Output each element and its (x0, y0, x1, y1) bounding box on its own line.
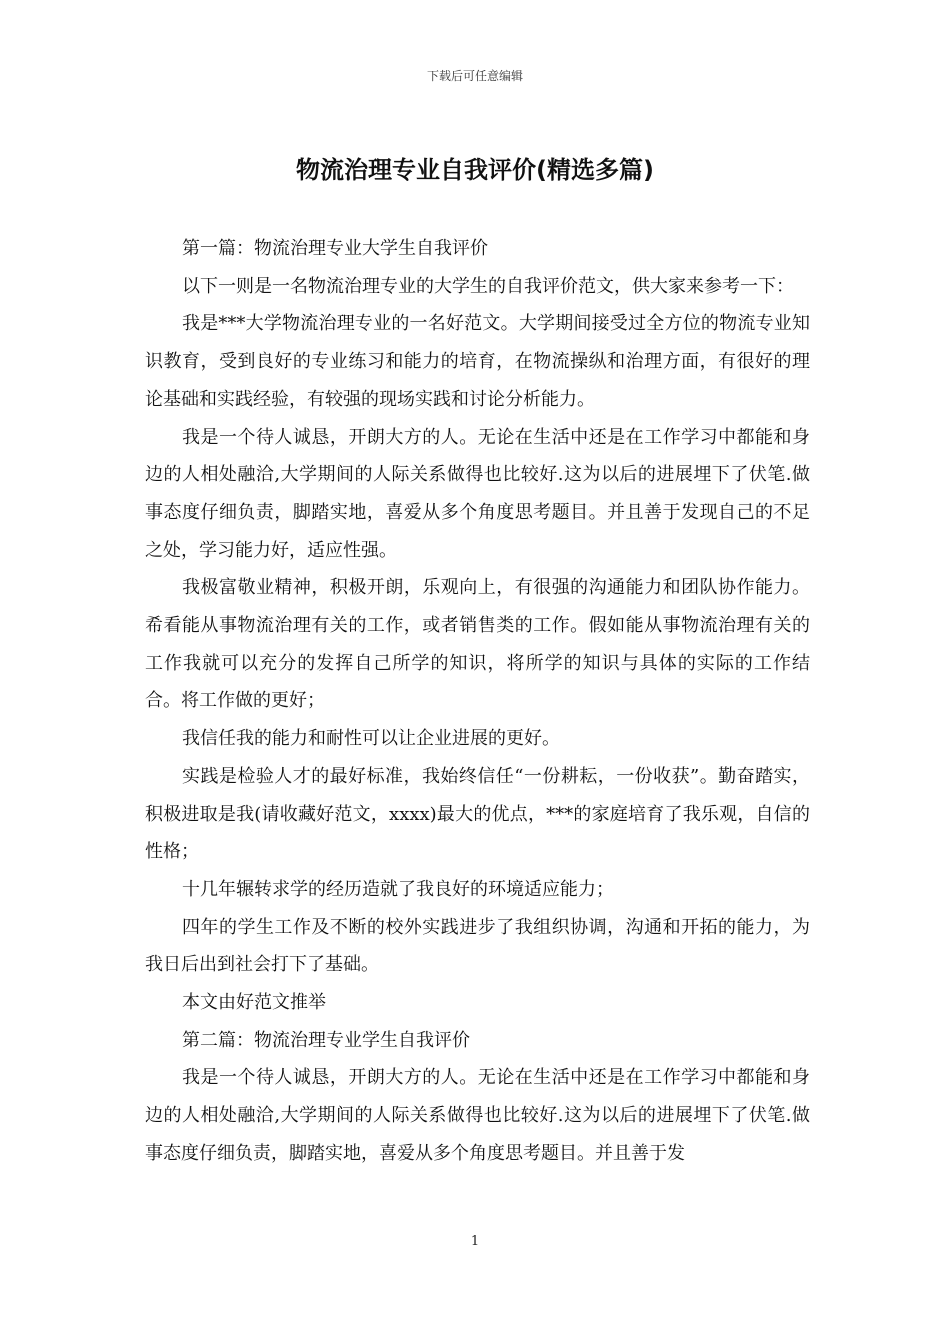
paragraph: 我是一个待人诚恳，开朗大方的人。无论在生活中还是在工作学习中都能和身边的人相处融洽,大学期间的人际关系做得也比较好.这为以后的进展埋下了伏笔.做事态度仔细负责，脚踏实地，喜爱从多个角度思考题目。并且善于发现自己的不足之处，学习能力好，适应性强。 (145, 426, 810, 561)
paragraph: 四年的学生工作及不断的校外实践进步了我组织协调，沟通和开拓的能力，为我日后出到社会打下了基础。 (145, 916, 810, 976)
section-heading-1: 第一篇：物流治理专业大学生自我评价 (182, 238, 488, 259)
header-note: 下载后可任意编辑 (426, 69, 523, 83)
paragraph: 我是***大学物流治理专业的一名好范文。大学期间接受过全方位的物流专业知识教育，受到良好的专业练习和能力的培育，在物流操纵和治理方面，有很好的理论基础和实践经验，有较强的现场实践和讨论分析能力。 (145, 313, 810, 410)
section-heading-2: 第二篇：物流治理专业学生自我评价 (182, 1029, 470, 1051)
paragraph: 我是一个待人诚恳，开朗大方的人。无论在生活中还是在工作学习中都能和身边的人相处融洽,大学期间的人际关系做得也比较好.这为以后的进展埋下了伏笔.做事态度仔细负责，脚踏实地，喜爱从多个角度思考题目。并且善于发 (145, 1067, 810, 1164)
paragraph: 十几年辗转求学的经历造就了我良好的环境适应能力； (182, 878, 614, 900)
page-number: 1 (470, 1234, 480, 1249)
recommendation-note: 本文由好范文推举 (182, 992, 326, 1014)
paragraph: 我信任我的能力和耐性可以让企业进展的更好。 (182, 728, 560, 750)
document-body (145, 230, 810, 1173)
paragraph: 实践是检验人才的最好标准，我始终信任“一份耕耘，一份收获”。勤奋踏实，积极进取是我(请收藏好范文，xxxx)最大的优点，***的家庭培育了我乐观，自信的性格； (145, 765, 810, 863)
document-title: 物流治理专业自我评价(精选多篇) (296, 156, 654, 184)
paragraph: 以下一则是一名物流治理专业的大学生的自我评价范文，供大家来参考一下： (182, 275, 794, 297)
paragraph: 我极富敬业精神，积极开朗，乐观向上，有很强的沟通能力和团队协作能力。希看能从事物流治理有关的工作，或者销售类的工作。假如能从事物流治理有关的工作我就可以充分的发挥自己所学的知识，将所学的知识与具体的实际的工作结合。将工作做的更好； (145, 577, 810, 712)
